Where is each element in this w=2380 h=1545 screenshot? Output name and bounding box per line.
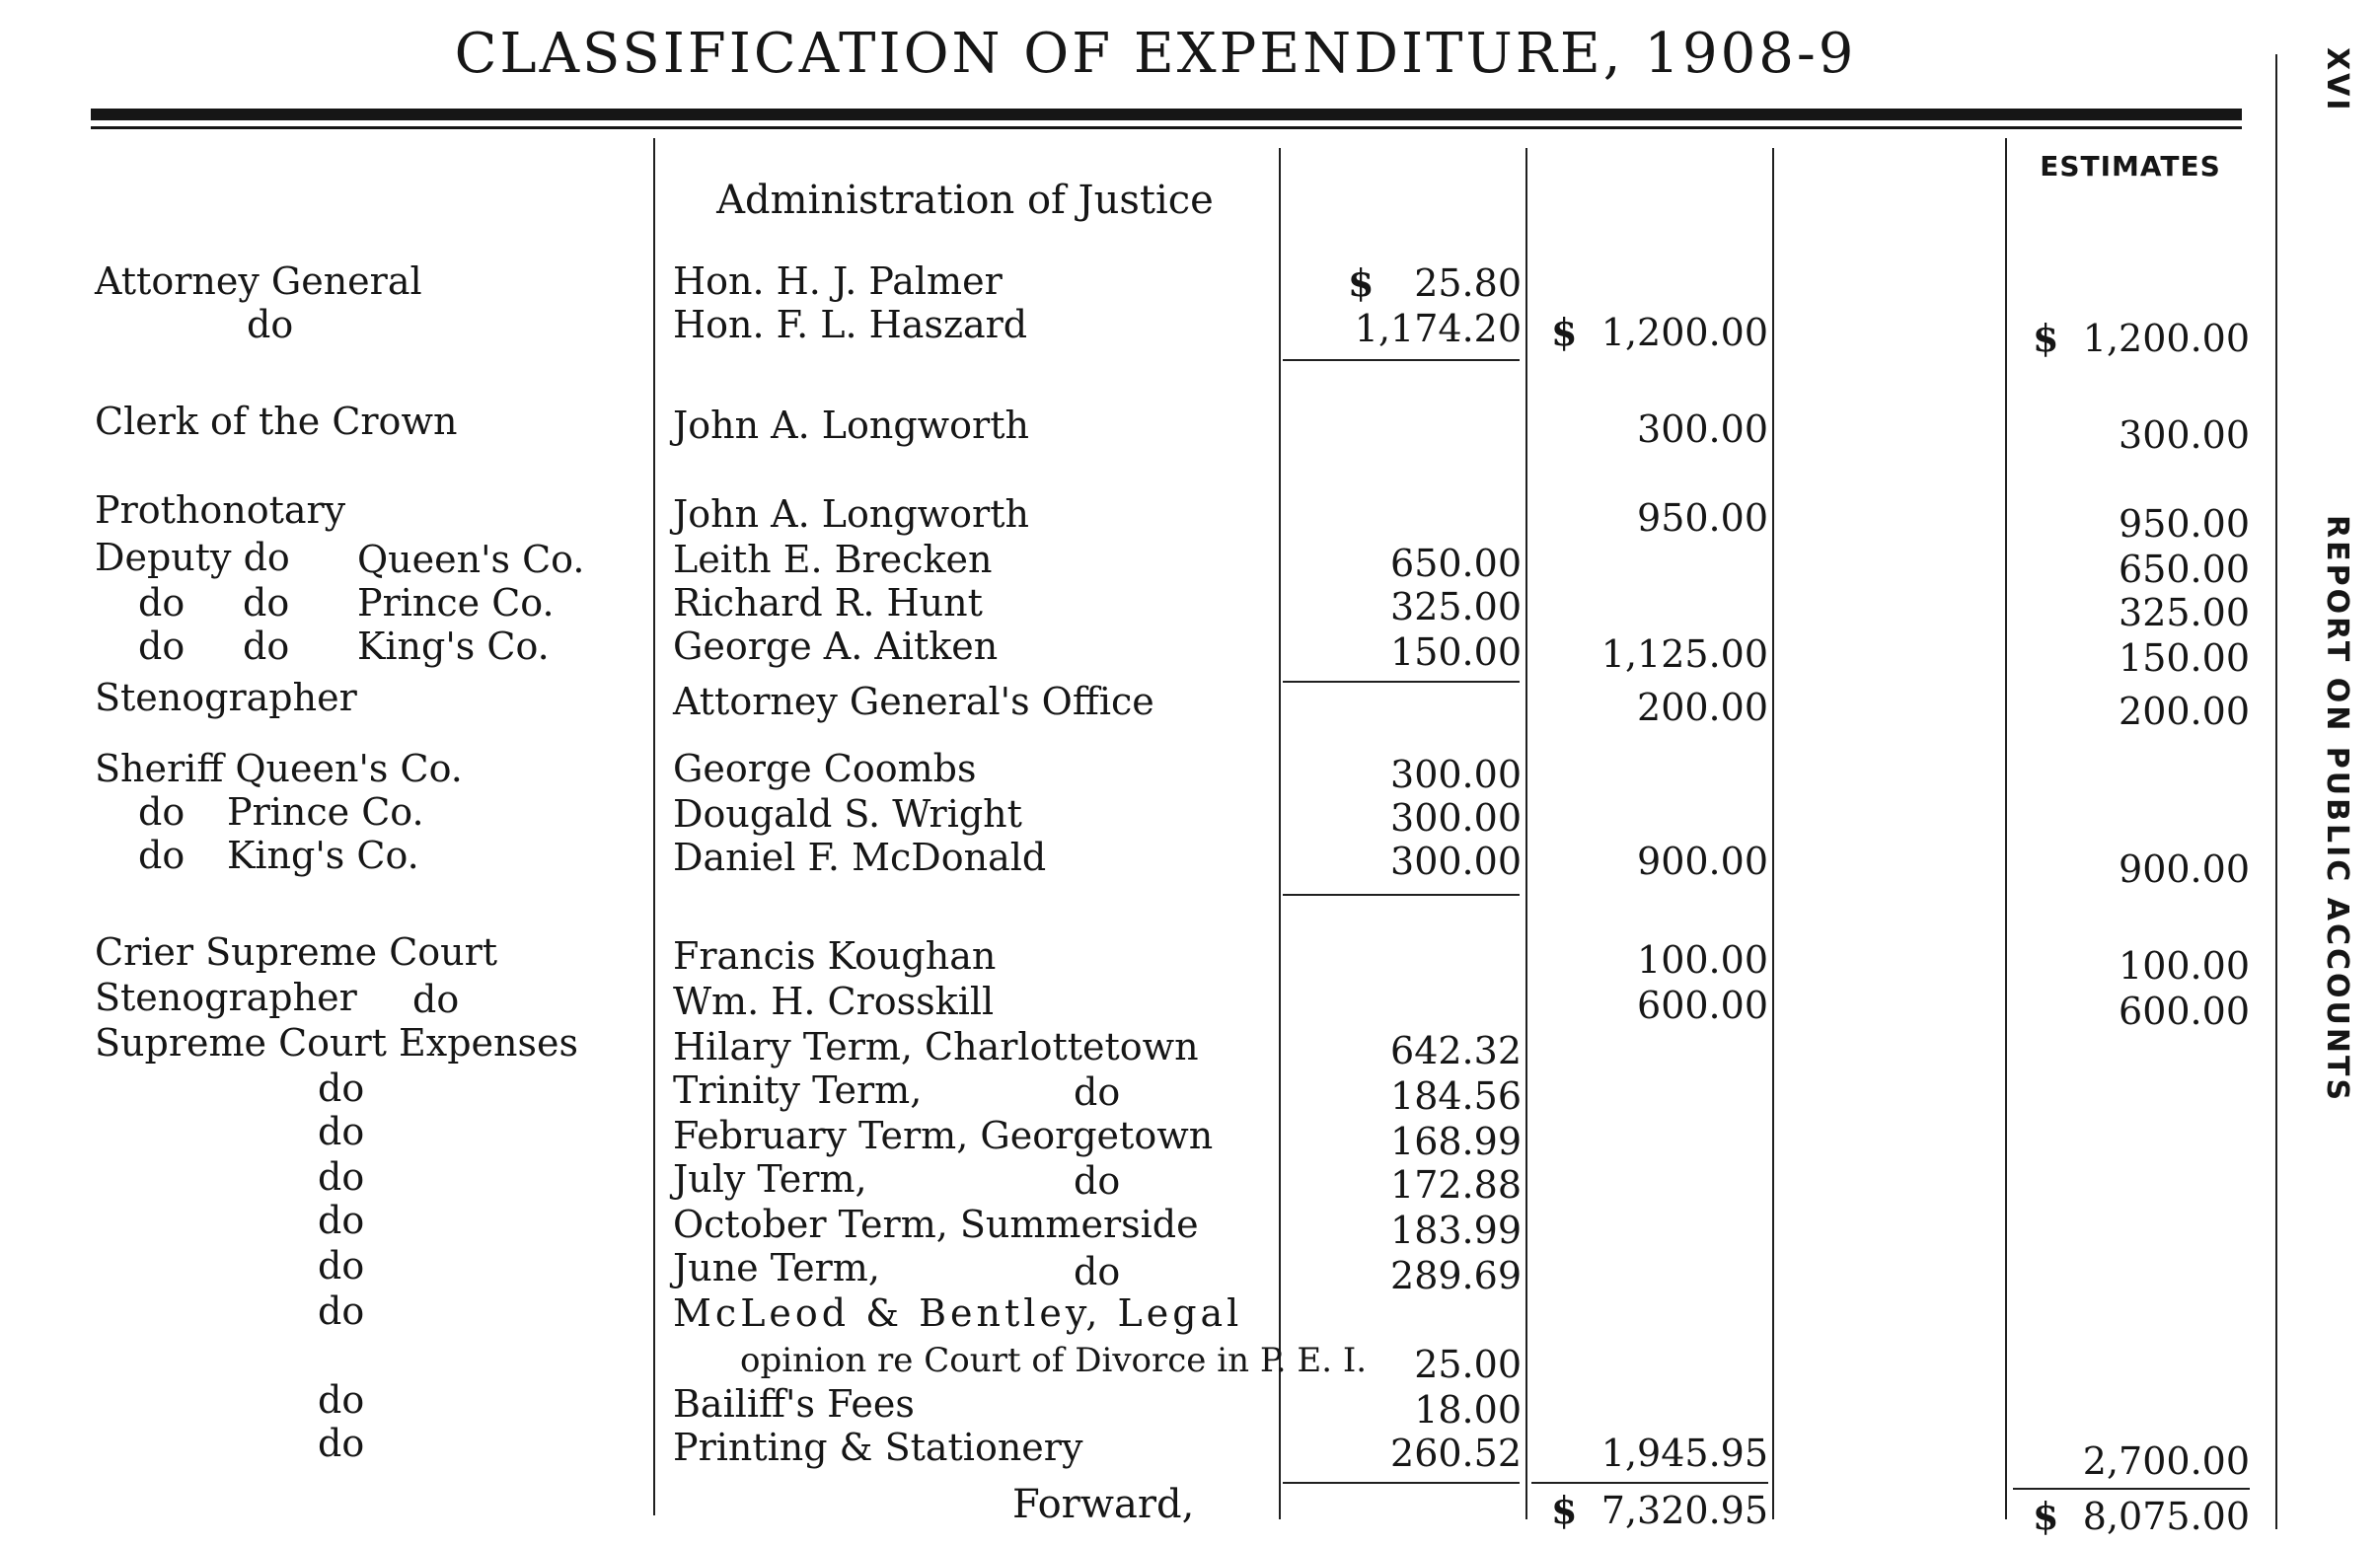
dollar-sign: $ bbox=[1551, 310, 1578, 354]
row-description: do bbox=[318, 1110, 365, 1153]
row-estimate-amount: 325.00 bbox=[2119, 591, 2250, 634]
row-description: Supreme Court Expenses bbox=[95, 1021, 578, 1065]
row-description: Sheriff Queen's Co. bbox=[95, 747, 463, 790]
row-detail-amount: 184.56 bbox=[1390, 1074, 1522, 1118]
row-estimate-amount: 150.00 bbox=[2119, 636, 2250, 680]
dollar-sign: $ bbox=[1348, 260, 1375, 305]
row-detail-amount: 168.99 bbox=[1390, 1120, 1522, 1163]
running-head: REPORT ON PUBLIC ACCOUNTS bbox=[2320, 515, 2354, 1104]
row-description-sub: do bbox=[243, 625, 290, 668]
row-payee: Francis Koughan bbox=[673, 934, 997, 978]
row-payee: Dougald S. Wright bbox=[673, 792, 1022, 836]
row-detail-amount: 325.00 bbox=[1390, 585, 1522, 628]
row-total-amount: 100.00 bbox=[1637, 938, 1768, 982]
row-payee: Hilary Term, Charlottetown bbox=[673, 1025, 1199, 1068]
row-description: do bbox=[318, 1378, 365, 1422]
row-payee: Wm. H. Crosskill bbox=[673, 980, 995, 1023]
subtotal-rule bbox=[1283, 894, 1520, 896]
row-payee: February Term, Georgetown bbox=[673, 1114, 1214, 1157]
title-rule bbox=[91, 109, 2242, 120]
row-detail-amount: 650.00 bbox=[1390, 542, 1522, 585]
row-detail-amount: 18.00 bbox=[1414, 1388, 1522, 1432]
row-payee: Attorney General's Office bbox=[673, 680, 1154, 723]
row-description: do bbox=[318, 1155, 365, 1199]
row-detail-amount: 642.32 bbox=[1390, 1029, 1522, 1072]
row-description: Stenographer bbox=[95, 676, 357, 719]
dollar-sign: $ bbox=[2033, 316, 2059, 360]
row-county: King's Co. bbox=[227, 834, 419, 877]
row-total-amount: 300.00 bbox=[1637, 407, 1768, 451]
row-detail-amount: 300.00 bbox=[1390, 796, 1522, 840]
row-description: Attorney General bbox=[95, 259, 422, 303]
row-detail-amount: 25.80 bbox=[1414, 261, 1522, 305]
row-payee: Bailiff's Fees bbox=[673, 1382, 915, 1426]
row-description: Prothonotary bbox=[95, 488, 346, 532]
row-detail-amount: 150.00 bbox=[1390, 630, 1522, 674]
row-total-amount: 200.00 bbox=[1637, 686, 1768, 729]
row-total-amount: 600.00 bbox=[1637, 984, 1768, 1027]
row-payee: Trinity Term, bbox=[673, 1068, 923, 1112]
column-rule-1 bbox=[653, 138, 655, 1515]
row-total-amount: 1,945.95 bbox=[1600, 1432, 1768, 1475]
row-county: Prince Co. bbox=[357, 581, 555, 625]
subtotal-rule bbox=[1283, 681, 1520, 683]
dollar-sign: $ bbox=[1551, 1488, 1578, 1532]
row-payee: Leith E. Brecken bbox=[673, 538, 993, 581]
row-payee-ditto: do bbox=[1074, 1250, 1121, 1293]
dollar-sign: $ bbox=[2033, 1494, 2059, 1538]
row-payee: Hon. F. L. Haszard bbox=[673, 303, 1028, 346]
total-rule bbox=[1531, 1482, 1768, 1484]
row-payee-ditto: do bbox=[1074, 1159, 1121, 1203]
row-estimate-amount: 950.00 bbox=[2119, 502, 2250, 546]
row-description-sub: do bbox=[412, 978, 460, 1021]
forward-label: Forward, bbox=[1012, 1482, 1195, 1527]
row-payee: John A. Longworth bbox=[673, 492, 1029, 536]
row-estimate-amount: 900.00 bbox=[2119, 847, 2250, 891]
row-detail-amount: 300.00 bbox=[1390, 753, 1522, 796]
row-detail-amount: 172.88 bbox=[1390, 1163, 1522, 1207]
row-county: Queen's Co. bbox=[357, 538, 585, 581]
estimates-heading: ESTIMATES bbox=[2040, 150, 2221, 183]
section-heading: Administration of Justice bbox=[716, 178, 1214, 223]
row-payee: John A. Longworth bbox=[673, 404, 1029, 447]
row-estimate-amount: 2,700.00 bbox=[2082, 1439, 2250, 1483]
column-rule-2 bbox=[1279, 148, 1281, 1519]
column-rule-5 bbox=[2005, 138, 2007, 1519]
row-estimate-amount: 300.00 bbox=[2119, 413, 2250, 457]
row-payee: October Term, Summerside bbox=[673, 1203, 1199, 1246]
row-description: do bbox=[138, 834, 186, 877]
row-payee: Daniel F. McDonald bbox=[673, 836, 1047, 879]
row-description: Stenographer bbox=[95, 976, 357, 1019]
row-description: Crier Supreme Court bbox=[95, 930, 498, 974]
column-rule-3 bbox=[1525, 148, 1527, 1519]
row-payee-continuation: opinion re Court of Divorce in P. E. I. bbox=[740, 1341, 1368, 1380]
row-estimate-amount: 200.00 bbox=[2119, 690, 2250, 733]
row-description: do bbox=[318, 1289, 365, 1333]
row-detail-amount: 289.69 bbox=[1390, 1254, 1522, 1297]
row-county: King's Co. bbox=[357, 625, 550, 668]
row-payee-ditto: do bbox=[1074, 1070, 1121, 1114]
column-rule-6 bbox=[2275, 54, 2277, 1529]
row-payee: McLeod & Bentley, Legal bbox=[673, 1291, 1243, 1335]
title-rule-thin bbox=[91, 126, 2242, 129]
row-estimate-amount: 650.00 bbox=[2119, 548, 2250, 591]
row-detail-amount: 183.99 bbox=[1390, 1209, 1522, 1252]
row-total-amount: 1,200.00 bbox=[1600, 311, 1768, 354]
page-number: XVI bbox=[2320, 47, 2354, 113]
row-estimate-amount: 100.00 bbox=[2119, 944, 2250, 988]
subtotal-rule bbox=[1283, 1482, 1520, 1484]
row-description: do bbox=[318, 1067, 365, 1110]
row-payee: Printing & Stationery bbox=[673, 1426, 1083, 1469]
row-description: do bbox=[247, 303, 294, 346]
estimate-total-rule bbox=[2013, 1488, 2250, 1490]
subtotal-rule bbox=[1283, 359, 1520, 361]
column-rule-4 bbox=[1772, 148, 1774, 1519]
row-payee: George Coombs bbox=[673, 747, 977, 790]
row-detail-amount: 1,174.20 bbox=[1354, 307, 1522, 350]
row-description: do bbox=[318, 1199, 365, 1242]
forward-estimate: 8,075.00 bbox=[2082, 1495, 2250, 1538]
row-payee: June Term, bbox=[673, 1246, 880, 1289]
row-payee: Hon. H. J. Palmer bbox=[673, 259, 1003, 303]
row-description: do bbox=[318, 1244, 365, 1288]
row-detail-amount: 25.00 bbox=[1414, 1343, 1522, 1386]
row-total-amount: 1,125.00 bbox=[1600, 632, 1768, 676]
row-payee: George A. Aitken bbox=[673, 625, 999, 668]
row-description: Deputy do bbox=[95, 536, 290, 579]
row-estimate-amount: 600.00 bbox=[2119, 990, 2250, 1033]
row-payee: July Term, bbox=[673, 1157, 867, 1201]
row-description: do bbox=[138, 790, 186, 834]
row-total-amount: 950.00 bbox=[1637, 496, 1768, 540]
row-description: do bbox=[138, 625, 186, 668]
row-estimate-amount: 1,200.00 bbox=[2082, 317, 2250, 360]
row-detail-amount: 260.52 bbox=[1390, 1432, 1522, 1475]
forward-total: 7,320.95 bbox=[1600, 1489, 1768, 1532]
row-description-sub: do bbox=[243, 581, 290, 625]
row-county: Prince Co. bbox=[227, 790, 424, 834]
row-description: Clerk of the Crown bbox=[95, 400, 458, 443]
row-description: do bbox=[138, 581, 186, 625]
row-payee: Richard R. Hunt bbox=[673, 581, 983, 625]
row-total-amount: 900.00 bbox=[1637, 840, 1768, 883]
row-detail-amount: 300.00 bbox=[1390, 840, 1522, 883]
page-title: CLASSIFICATION OF EXPENDITURE, 1908-9 bbox=[454, 22, 1857, 86]
row-description: do bbox=[318, 1422, 365, 1465]
